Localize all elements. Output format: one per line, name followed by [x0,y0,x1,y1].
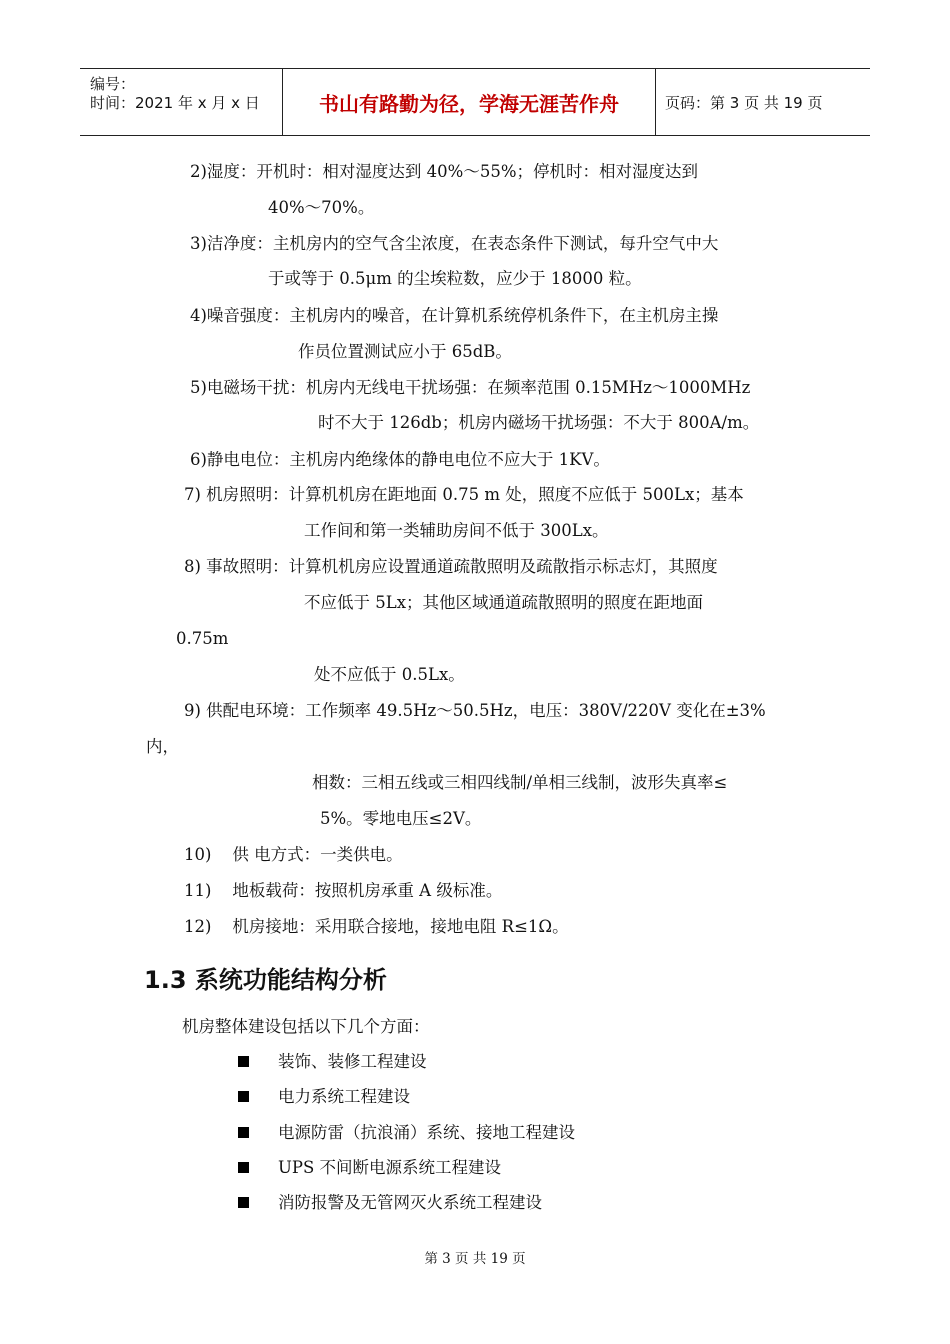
power-line-3: 相数：三相五线或三相四线制/单相三线制，波形失真率≤ [312,773,728,792]
cleanliness-line-2: 于或等于 0.5μm 的尘埃粒数，应少于 18000 粒。 [268,269,642,288]
emi-line-1: 5)电磁场干扰：机房内无线电干扰场强：在频率范围 0.15MHz～1000MHz [190,378,751,397]
bullet-icon [238,1127,249,1138]
supply-line: 10) 供 电方式：一类供电。 [184,845,403,864]
noise-line-1: 4)噪音强度：主机房内的噪音，在计算机系统停机条件下，在主机房主操 [190,306,719,325]
page-footer: 第 3 页 共 19 页 [424,1251,526,1267]
power-line-4: 5%。零地电压≤2V。 [320,809,482,828]
grounding-line: 12) 机房接地：采用联合接地，接地电阻 R≤1Ω。 [184,917,569,936]
emergency-line-3: 0.75m [176,629,229,648]
emergency-line-1: 8) 事故照明：计算机机房应设置通道疏散照明及疏散指示标志灯，其照度 [184,557,718,576]
lighting-line-2: 工作间和第一类辅助房间不低于 300Lx。 [304,521,609,540]
power-line-1: 9) 供配电环境：工作频率 49.5Hz～50.5Hz，电压：380V/220V 变化在±3% [184,701,766,720]
list-item: 电力系统工程建设 [278,1087,410,1106]
power-line-2: 内， [146,737,179,756]
humidity-line-1: 2)湿度：开机时：相对湿度达到 40%～55%；停机时：相对湿度达到 [190,162,699,181]
floor-load-line: 11) 地板载荷：按照机房承重 A 级标准。 [184,881,503,900]
section-title: 1.3 系统功能结构分析 [144,966,387,994]
humidity-line-2: 40%～70%。 [268,198,375,217]
header-meta [80,69,283,135]
emergency-line-4: 处不应低于 0.5Lx。 [314,665,465,684]
intro-text: 机房整体建设包括以下几个方面： [182,1017,430,1036]
emi-line-2: 时不大于 126db；机房内磁场干扰场强：不大于 800A/m。 [318,413,760,432]
header-motto: 书山有路勤为径，学海无涯苦作舟 [283,69,656,135]
header-page-info: 页码：第 3 页 共 19 页 [665,93,823,112]
list-item: 电源防雷（抗浪涌）系统、接地工程建设 [278,1123,575,1142]
emergency-line-2: 不应低于 5Lx；其他区域通道疏散照明的照度在距地面 [304,593,704,612]
list-item: 消防报警及无管网灭火系统工程建设 [278,1193,542,1212]
list-item: 装饰、装修工程建设 [278,1052,427,1071]
static-line: 6)静电电位：主机房内绝缘体的静电电位不应大于 1KV。 [190,450,610,469]
page-header [80,68,870,136]
noise-line-2: 作员位置测试应小于 65dB。 [298,342,512,361]
cleanliness-line-1: 3)洁净度：主机房内的空气含尘浓度，在表态条件下测试，每升空气中大 [190,234,719,253]
bullet-icon [238,1091,249,1102]
bullet-icon [238,1197,249,1208]
document-number: 编号： [90,75,136,93]
document-date: 时间：2021 年 x 月 x 日 [90,94,260,112]
list-item: UPS 不间断电源系统工程建设 [278,1158,502,1177]
lighting-line-1: 7) 机房照明：计算机机房在距地面 0.75 m 处，照度不应低于 500Lx；基本 [184,485,744,504]
bullet-icon [238,1162,249,1173]
bullet-icon [238,1056,249,1067]
